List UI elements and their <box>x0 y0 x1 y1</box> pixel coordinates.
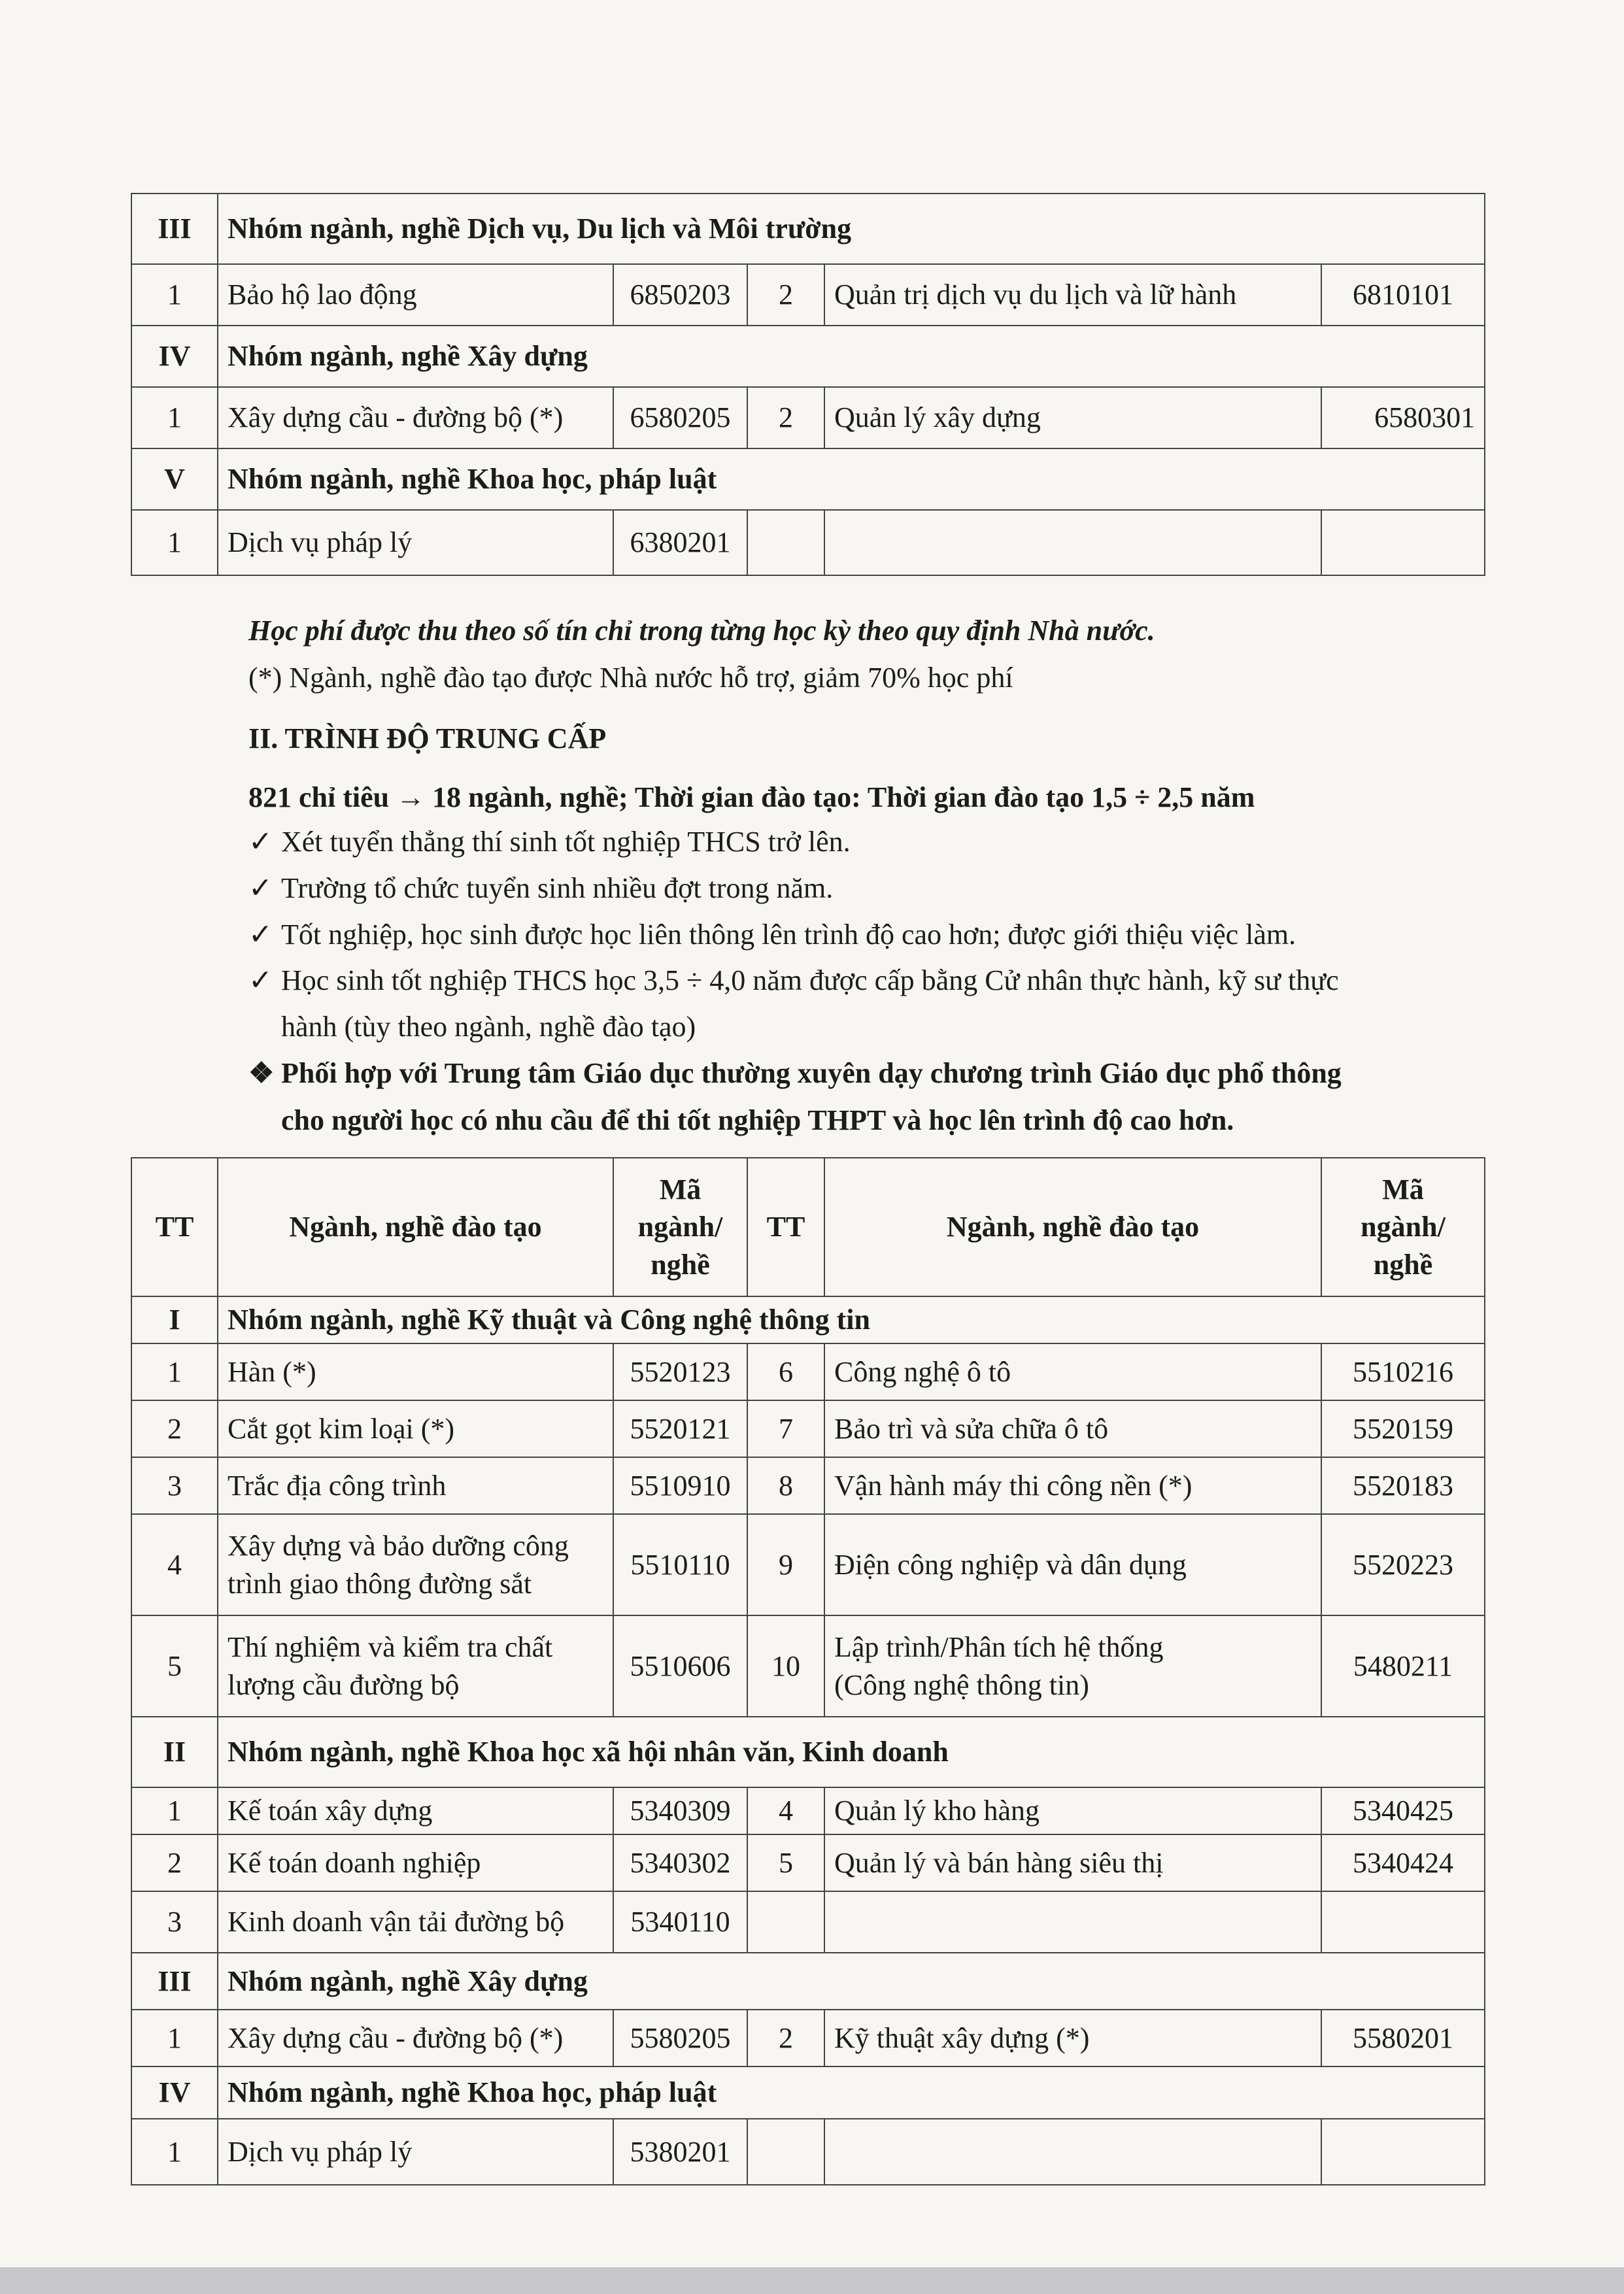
program-name: Quản lý xây dựng <box>824 387 1321 448</box>
header-code <box>1321 1158 1485 1296</box>
group-roman: IV <box>131 2066 218 2119</box>
program-name <box>824 2119 1321 2185</box>
program-code: 5510606 <box>613 1615 747 1717</box>
tt-cell: 1 <box>131 2010 218 2066</box>
table-row <box>131 264 1485 326</box>
group-title: Nhóm ngành, nghề Khoa học, pháp luật <box>218 2066 1485 2119</box>
group-title: Nhóm ngành, nghề Dịch vụ, Du lịch và Môi trường <box>218 194 1485 264</box>
tt-cell: 5 <box>747 1834 824 1891</box>
group-roman: II <box>131 1717 218 1787</box>
program-name-line: Thí nghiệm và kiểm tra chất <box>228 1631 553 1664</box>
program-name <box>824 510 1321 575</box>
bullet-item <box>248 918 1296 951</box>
program-name <box>824 1615 1321 1717</box>
tt-cell: 1 <box>131 510 218 575</box>
bullet-item <box>248 964 1339 997</box>
group-row <box>131 1296 1485 1343</box>
program-name-line: trình giao thông đường sắt <box>228 1567 532 1600</box>
table-row <box>131 1343 1485 1400</box>
tt-cell: 7 <box>747 1400 824 1457</box>
group-title: Nhóm ngành, nghề Xây dựng <box>218 326 1485 387</box>
program-name-line: Xây dựng và bảo dưỡng công <box>228 1530 569 1562</box>
program-code: 5340110 <box>613 1891 747 1953</box>
program-name-line: (Công nghệ thông tin) <box>834 1668 1089 1701</box>
program-code <box>1321 2119 1485 2185</box>
cooperation-continuation: cho người học có nhu cầu để thi tốt nghiệp THPT và học lên trình độ cao hơn. <box>281 1104 1234 1136</box>
bullet-text: Xét tuyển thẳng thí sinh tốt nghiệp THCS trở lên. <box>281 826 851 858</box>
program-name: Trắc địa công trình <box>218 1457 613 1514</box>
group-row <box>131 326 1485 387</box>
scan-edge <box>0 2267 1624 2294</box>
table-row <box>131 2010 1485 2066</box>
program-code: 5580201 <box>1321 2010 1485 2066</box>
quota-summary: 821 chỉ tiêu → 18 ngành, nghề; Thời gian đào tạo: Thời gian đào tạo 1,5 ÷ 2,5 năm <box>248 781 1255 813</box>
table-header-row <box>131 1158 1485 1296</box>
group-roman: IV <box>131 326 218 387</box>
program-code: 6850203 <box>613 264 747 326</box>
program-code: 5340424 <box>1321 1834 1485 1891</box>
check-icon: ✓ <box>248 826 273 858</box>
tt-cell: 9 <box>747 1514 824 1615</box>
program-name: Bảo trì và sửa chữa ô tô <box>824 1400 1321 1457</box>
program-name <box>218 1615 613 1717</box>
program-code: 5510216 <box>1321 1343 1485 1400</box>
program-code: 5480211 <box>1321 1615 1485 1717</box>
header-tt: TT <box>131 1158 218 1296</box>
tt-cell <box>747 510 824 575</box>
program-code <box>1321 510 1485 575</box>
table-row <box>131 510 1485 575</box>
program-name: Kỹ thuật xây dựng (*) <box>824 2010 1321 2066</box>
group-title: Nhóm ngành, nghề Kỹ thuật và Công nghệ thông tin <box>218 1296 1485 1343</box>
group-row <box>131 2066 1485 2119</box>
header-code-line: ngành/ <box>637 1211 723 1243</box>
table-row <box>131 1457 1485 1514</box>
table-row <box>131 1615 1485 1717</box>
program-name: Quản lý và bán hàng siêu thị <box>824 1834 1321 1891</box>
program-name: Kế toán doanh nghiệp <box>218 1834 613 1891</box>
program-name-line: Điện công nghiệp và dân dụng <box>834 1548 1187 1581</box>
diamond-bullet-icon: ❖ <box>248 1057 275 1089</box>
header-code-line: nghề <box>1373 1248 1433 1281</box>
tt-cell: 5 <box>131 1615 218 1717</box>
tt-cell: 6 <box>747 1343 824 1400</box>
fee-note: Học phí được thu theo số tín chỉ trong từng học kỳ theo quy định Nhà nước. <box>248 615 1155 647</box>
group-roman: III <box>131 194 218 264</box>
tt-cell: 3 <box>131 1457 218 1514</box>
program-code: 5520123 <box>613 1343 747 1400</box>
program-name: Dịch vụ pháp lý <box>218 510 613 575</box>
program-code: 5520121 <box>613 1400 747 1457</box>
cooperation-text: Phối hợp với Trung tâm Giáo dục thường xuyên dạy chương trình Giáo dục phổ thông <box>281 1057 1342 1089</box>
program-code: 5340425 <box>1321 1787 1485 1834</box>
header-program-name: Ngành, nghề đào tạo <box>824 1158 1321 1296</box>
table-row <box>131 1891 1485 1953</box>
tt-cell: 3 <box>131 1891 218 1953</box>
program-code: 5520159 <box>1321 1400 1485 1457</box>
group-title: Nhóm ngành, nghề Khoa học xã hội nhân văn, Kinh doanh <box>218 1717 1485 1787</box>
group-roman: I <box>131 1296 218 1343</box>
program-name <box>218 1514 613 1615</box>
program-name: Quản lý kho hàng <box>824 1787 1321 1834</box>
tt-cell: 4 <box>747 1787 824 1834</box>
tt-cell: 10 <box>747 1615 824 1717</box>
program-code: 5510910 <box>613 1457 747 1514</box>
tt-cell: 1 <box>131 2119 218 2185</box>
tt-cell: 8 <box>747 1457 824 1514</box>
program-name: Cắt gọt kim loại (*) <box>218 1400 613 1457</box>
bullet-continuation: hành (tùy theo ngành, nghề đào tạo) <box>281 1011 696 1043</box>
tt-cell: 2 <box>747 264 824 326</box>
check-icon: ✓ <box>248 872 273 904</box>
program-code: 5580205 <box>613 2010 747 2066</box>
group-title: Nhóm ngành, nghề Khoa học, pháp luật <box>218 448 1485 510</box>
tt-cell: 2 <box>747 2010 824 2066</box>
tt-cell: 2 <box>131 1400 218 1457</box>
table-row <box>131 1787 1485 1834</box>
group-row <box>131 194 1485 264</box>
header-code-line: Mã <box>1382 1173 1424 1206</box>
intermediate-program-table <box>131 1157 1485 2185</box>
group-row <box>131 448 1485 510</box>
program-name: Vận hành máy thi công nền (*) <box>824 1457 1321 1514</box>
program-name: Quản trị dịch vụ du lịch và lữ hành <box>824 264 1321 326</box>
program-name: Xây dựng cầu - đường bộ (*) <box>218 2010 613 2066</box>
table-row <box>131 1400 1485 1457</box>
program-code: 5340302 <box>613 1834 747 1891</box>
group-title: Nhóm ngành, nghề Xây dựng <box>218 1953 1485 2010</box>
tt-cell: 1 <box>131 264 218 326</box>
tt-cell: 2 <box>747 387 824 448</box>
header-program-name: Ngành, nghề đào tạo <box>218 1158 613 1296</box>
tt-cell: 2 <box>131 1834 218 1891</box>
program-name: Kinh doanh vận tải đường bộ <box>218 1891 613 1953</box>
tt-cell <box>747 2119 824 2185</box>
program-name <box>824 1514 1321 1615</box>
tt-cell: 1 <box>131 387 218 448</box>
header-code <box>613 1158 747 1296</box>
tt-cell: 1 <box>131 1787 218 1834</box>
program-name: Hàn (*) <box>218 1343 613 1400</box>
support-note: (*) Ngành, nghề đào tạo được Nhà nước hỗ trợ, giảm 70% học phí <box>248 662 1013 694</box>
tt-cell <box>747 1891 824 1953</box>
program-name-line: Lập trình/Phân tích hệ thống <box>834 1631 1164 1664</box>
program-name: Công nghệ ô tô <box>824 1343 1321 1400</box>
group-roman: III <box>131 1953 218 2010</box>
bullet-item <box>248 871 833 905</box>
program-code: 5520183 <box>1321 1457 1485 1514</box>
check-icon: ✓ <box>248 964 273 996</box>
tt-cell: 4 <box>131 1514 218 1615</box>
header-tt: TT <box>747 1158 824 1296</box>
program-name: Bảo hộ lao động <box>218 264 613 326</box>
program-code: 6580301 <box>1321 387 1485 448</box>
bullet-item <box>248 825 851 858</box>
program-name: Kế toán xây dựng <box>218 1787 613 1834</box>
program-code: 5380201 <box>613 2119 747 2185</box>
section-heading: II. TRÌNH ĐỘ TRUNG CẤP <box>248 722 607 754</box>
cooperation-note <box>248 1056 1342 1090</box>
check-icon: ✓ <box>248 919 273 951</box>
table-row <box>131 2119 1485 2185</box>
table-row <box>131 387 1485 448</box>
group-roman: V <box>131 448 218 510</box>
college-program-table <box>131 193 1485 576</box>
program-code: 5520223 <box>1321 1514 1485 1615</box>
program-name: Dịch vụ pháp lý <box>218 2119 613 2185</box>
program-code: 6580205 <box>613 387 747 448</box>
program-name: Xây dựng cầu - đường bộ (*) <box>218 387 613 448</box>
program-name <box>824 1891 1321 1953</box>
header-code-line: ngành/ <box>1361 1211 1446 1243</box>
program-code: 6810101 <box>1321 264 1485 326</box>
tt-cell: 1 <box>131 1343 218 1400</box>
program-code: 5510110 <box>613 1514 747 1615</box>
program-code <box>1321 1891 1485 1953</box>
bullet-text: Học sinh tốt nghiệp THCS học 3,5 ÷ 4,0 năm được cấp bằng Cử nhân thực hành, kỹ sư thực <box>281 964 1339 996</box>
program-code: 6380201 <box>613 510 747 575</box>
table-row <box>131 1834 1485 1891</box>
bullet-text: Tốt nghiệp, học sinh được học liên thông lên trình độ cao hơn; được giới thiệu việc làm. <box>281 919 1296 951</box>
bullet-text: Trường tổ chức tuyển sinh nhiều đợt trong năm. <box>281 872 834 904</box>
program-code: 5340309 <box>613 1787 747 1834</box>
header-code-line: nghề <box>651 1248 710 1281</box>
group-row <box>131 1717 1485 1787</box>
group-row <box>131 1953 1485 2010</box>
header-code-line: Mã <box>659 1173 702 1206</box>
program-name-line: lượng cầu đường bộ <box>228 1668 460 1701</box>
table-row <box>131 1514 1485 1615</box>
